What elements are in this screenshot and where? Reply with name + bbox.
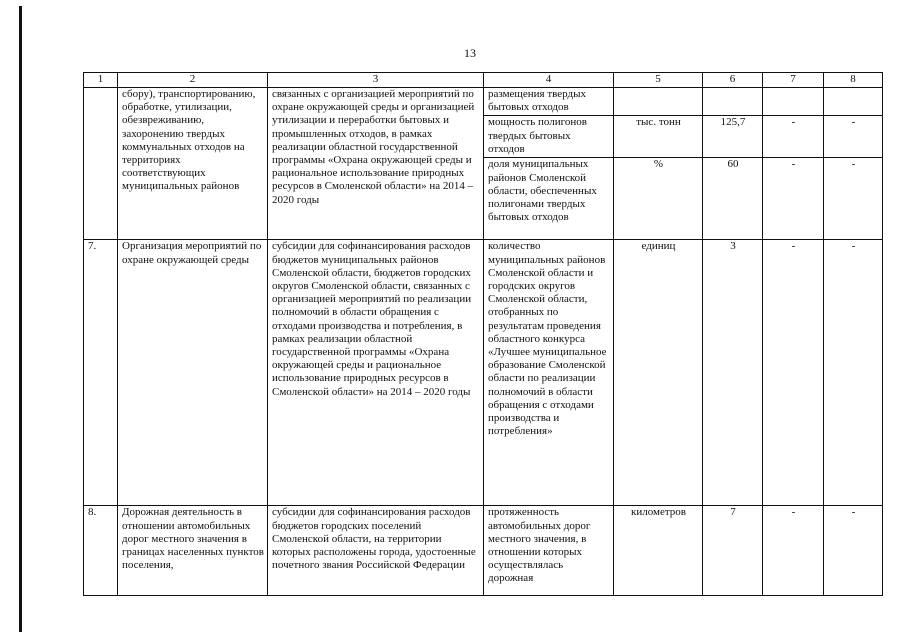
row7-name: Организация мероприятий по охране окружающей среды [118, 240, 268, 506]
table-row [84, 240, 883, 506]
row-cont-indicator-2: мощность полигонов твердых бытовых отходов [484, 116, 614, 158]
table-row [84, 506, 883, 596]
row-cont-measure: связанных с организацией мероприятий по охране окружающей среды и организацией утилизации и переработки бытовых и промышленных отходов, в рамках реализации областной государственной программы «Охрана окружающей среды и рациональное использование природных ресурсов в Смоленской области» на 2014 – 2020 годы [268, 88, 484, 240]
header-col-2: 2 [118, 73, 268, 88]
row-cont-indicator-3: доля муниципальных районов Смоленской области, обеспеченных полигонами твердых бытовых отходов [484, 158, 614, 240]
row-cont-value-3: 60 [703, 158, 763, 240]
row8-col7: - [763, 506, 824, 596]
header-col-4: 4 [484, 73, 614, 88]
row7-col7: - [763, 240, 824, 506]
left-margin-bar [19, 6, 22, 632]
header-col-6: 6 [703, 73, 763, 88]
row8-measure: субсидии для софинансирования расходов бюджетов городских поселений Смоленской области, на территории которых расположены города, удостоенные почетного звания Российской Федерации [268, 506, 484, 596]
row7-col8: - [824, 240, 883, 506]
row8-unit: километров [614, 506, 703, 596]
row7-value: 3 [703, 240, 763, 506]
row8-name: Дорожная деятельность в отношении автомобильных дорог местного значения в границах населенных пунктов поселения, [118, 506, 268, 596]
row-cont-unit-3: % [614, 158, 703, 240]
row-cont-indicator-1: размещения твердых бытовых отходов [484, 88, 614, 116]
row8-value: 7 [703, 506, 763, 596]
row7-unit: единиц [614, 240, 703, 506]
row-cont-value-2: 125,7 [703, 116, 763, 158]
header-col-5: 5 [614, 73, 703, 88]
row-cont-num [84, 88, 118, 240]
header-col-3: 3 [268, 73, 484, 88]
row7-measure: субсидии для софинансирования расходов бюджетов муниципальных районов Смоленской области, бюджетов городских округов Смоленской области, связанных с организацией мероприятий по реализации полномочий в области обращения с отходами производства и потребления, в рамках реализации областной государственной программы «Охрана окружающей среды и рациональное использование природных ресурсов в Смоленской области» на 2014 – 2020 годы [268, 240, 484, 506]
row-cont-value-1 [703, 88, 763, 116]
row-cont-name: сбору), транспортированию, обработке, утилизации, обезвреживанию, захоронению твердых коммунальных отходов на территориях соответствующих муниципальных районов [118, 88, 268, 240]
row7-number: 7. [84, 240, 118, 506]
row-cont-col8-2: - [824, 116, 883, 158]
row-cont-col8-3: - [824, 158, 883, 240]
header-col-8: 8 [824, 73, 883, 88]
row-cont-col7-3: - [763, 158, 824, 240]
row8-number: 8. [84, 506, 118, 596]
page-number: 13 [464, 46, 476, 60]
row-cont-col7-2: - [763, 116, 824, 158]
row-cont-col8-1 [824, 88, 883, 116]
row-cont-unit-2: тыс. тонн [614, 116, 703, 158]
row8-col8: - [824, 506, 883, 596]
table-row [84, 88, 883, 116]
header-col-7: 7 [763, 73, 824, 88]
row-cont-unit-1 [614, 88, 703, 116]
header-col-1: 1 [84, 73, 118, 88]
row-cont-col7-1 [763, 88, 824, 116]
program-table [83, 72, 883, 596]
row7-indicator: количество муниципальных районов Смоленской области и городских округов Смоленской области, отобранных по результатам проведения областного конкурса «Лучшее муниципальное образование Смоленской области по реализации полномочий в области обращения с отходами производства и потребления» [484, 240, 614, 506]
row8-indicator: протяженность автомобильных дорог местного значения, в отношении которых осуществлялась дорожная [484, 506, 614, 596]
header-row [84, 73, 883, 88]
